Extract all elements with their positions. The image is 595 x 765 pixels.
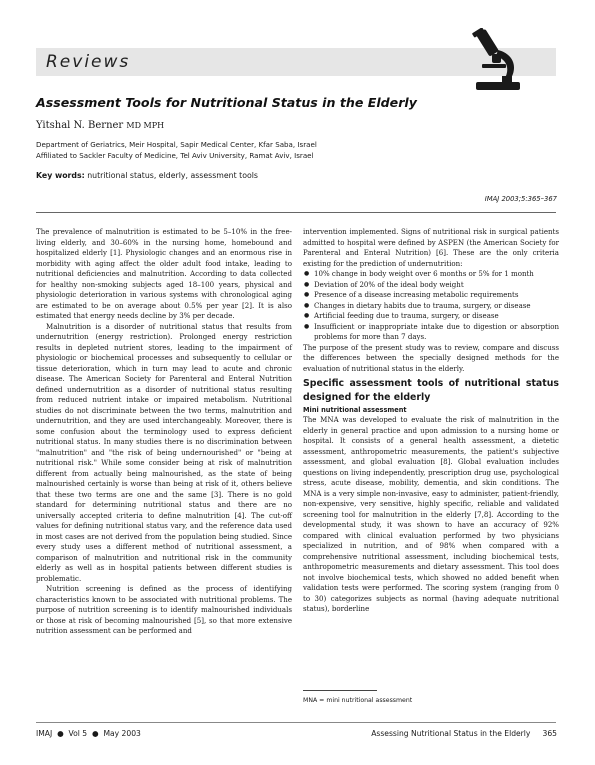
- page-number: 365: [542, 729, 557, 738]
- list-item: ● Artificial feeding due to trauma, surgery, or disease: [314, 311, 559, 322]
- subsection-heading: Mini nutritional assessment: [303, 406, 407, 414]
- article-title: Assessment Tools for Nutritional Status in the Elderly: [36, 95, 417, 110]
- list-item: ● 10% change in body weight over 6 months or 5% for 1 month: [314, 269, 559, 280]
- paragraph: Nutrition screening is defined as the process of identifying characteristics known to be associated with nutritional problems. The purpose of nutrition screening is to identify malnourished individuals or those at risk of becoming malnourished [5], so that more extensive nutrition assessment can be performed and: [36, 584, 292, 635]
- paragraph: The purpose of the present study was to review, compare and discuss the differences between the specially designed methods for the evaluation of nutritional status in the elderly.: [303, 342, 559, 373]
- keywords-text: nutritional status, elderly, assessment tools: [87, 171, 258, 180]
- footnote: MNA = mini nutritional assessment: [303, 697, 413, 704]
- list-item: ● Presence of a disease increasing metabolic requirements: [314, 290, 559, 301]
- footnote-rule: [303, 690, 377, 691]
- keywords-label: Key words:: [36, 171, 85, 180]
- author-line: [36, 120, 164, 131]
- bullet-separator: ●: [57, 729, 64, 738]
- affiliation-2: Affiliated to Sackler Faculty of Medicine, Tel Aviv University, Ramat Aviv, Israel: [36, 151, 314, 160]
- paragraph: The MNA was developed to evaluate the risk of malnutrition in the elderly in general practice and upon admission to a nursing home or hospital. It consists of a general health assessment, a dietetic assessment, anthropometric measurements, the patient's subjective assessment, and global evaluation [8]. Global evaluation includes questions on living independently, prescription drug use, psychological stress, acute disease, mobility, dementia, and skin conditions. The MNA is a very simple non-invasive, easy to administer, patient-friendly, non-expensive, very sensitive, highly specific, reliable and validated screening tool for malnutrition in the elderly [7,8]. According to the developmental study, it was shown to have an accuracy of 92% compared with clinical evaluation performed by two physicians specialized in nutrition, and of 98% when compared with a comprehensive nutritional assessment, including biochemical tests, anthropometric measurements and dietary assessment. This tool does not involve biochemical tests, which showed no added benefit when validation tests were performed. The scoring system (ranging from 0 to 30) categorizes subjects as normal (having adequate nutritional status), borderline: [303, 415, 559, 613]
- footer-divider: [36, 722, 556, 723]
- microscope-icon: [462, 28, 524, 92]
- list-item: ● Changes in dietary habits due to trauma, surgery, or disease: [314, 301, 559, 312]
- paragraph: intervention implemented. Signs of nutritional risk in surgical patients admitted to hospital were defined by ASPEN (the American Society for Parenteral and Enteral Nutrition) [6]. These are the only criteria existing for the prediction of undernutrition:: [303, 227, 559, 268]
- issue-date: May 2003: [103, 729, 141, 738]
- affiliation-1: Department of Geriatrics, Meir Hospital, Sapir Medical Center, Kfar Saba, Israel: [36, 140, 317, 149]
- keywords-line: [36, 171, 258, 180]
- paragraph: Malnutrition is a disorder of nutritional status that results from undernutrition (energy restriction). Prolonged energy restriction results in depleted nutrient stores, leading to the impairment of physiologic or biochemical processes and subsequently to cellular or tissue deterioration, which in turn may lead to acute and chronic disease. The American Society for Parenteral and Enteral Nutrition defined undernutrition as a disorder of nutritional status resulting from reduced nutrient intake or impaired metabolism. Nutritional studies do not discriminate between the two terms, malnutrition and undernutrition, and they are used interchangeably. Moreover, there is some confusion about the terminology used to express deficient nutritional status. In many studies there is no discrimination between "malnutrition" and "the risk of being undernourished" or "being at nutritional risk." While some consider being at risk of malnutrition different from actually being malnourished, as the state of being malnourished certainly is worse than being at risk of it, others believe that these two terms are one and the same [3]. There is no gold standard for determining nutritional status and there are no universally accepted criteria to define malnutrition [4]. The cut-off values for defining nutritional status vary, and the reference data used in most cases are not derived from the population being studied. Since every study uses a different method of nutritional assessment, a comparison of malnutrition and nutritional risk in the community elderly as well as in hospital patients between different studies is problematic.: [36, 321, 292, 583]
- divider: [36, 212, 556, 213]
- list-item: ● Insufficient or inappropriate intake due to digestion or absorption problems for more than 7 days.: [314, 322, 559, 343]
- citation: IMAJ 2003;5:365–367: [484, 195, 557, 203]
- left-column: [36, 227, 292, 637]
- author-name: Yitshal N. Berner: [36, 120, 124, 131]
- section-heading: Specific assessment tools of nutritional status designed for the elderly: [303, 378, 559, 403]
- footer-running-head: [371, 729, 557, 738]
- right-column: [303, 227, 559, 615]
- journal-name: IMAJ: [36, 729, 53, 738]
- paragraph: The prevalence of malnutrition is estimated to be 5–10% in the free-living elderly, and 30–60% in the nursing home, homebound and hospitalized elderly [1]. Physiologic changes and an enormous rise in morbidity with aging affect the older adult food intake, leading to nutritional deficiencies and malnutrition. According to data collected for healthy non-smoking subjects aged 18–100 years, physical and physiologic deterioration in various systems with chronological aging are estimated to be on average about 0.5% per year [2]. It is also estimated that energy needs decline by 3% per decade.: [36, 227, 292, 320]
- author-degrees: MD MPH: [126, 121, 165, 130]
- criteria-list: [303, 269, 559, 343]
- bullet-separator: ●: [91, 729, 99, 738]
- running-title: Assessing Nutritional Status in the Elderly: [371, 729, 531, 738]
- volume: Vol 5: [68, 729, 88, 738]
- list-item: ● Deviation of 20% of the ideal body weight: [314, 280, 559, 291]
- footer-journal-info: [36, 729, 141, 738]
- section-label: Reviews: [46, 52, 131, 72]
